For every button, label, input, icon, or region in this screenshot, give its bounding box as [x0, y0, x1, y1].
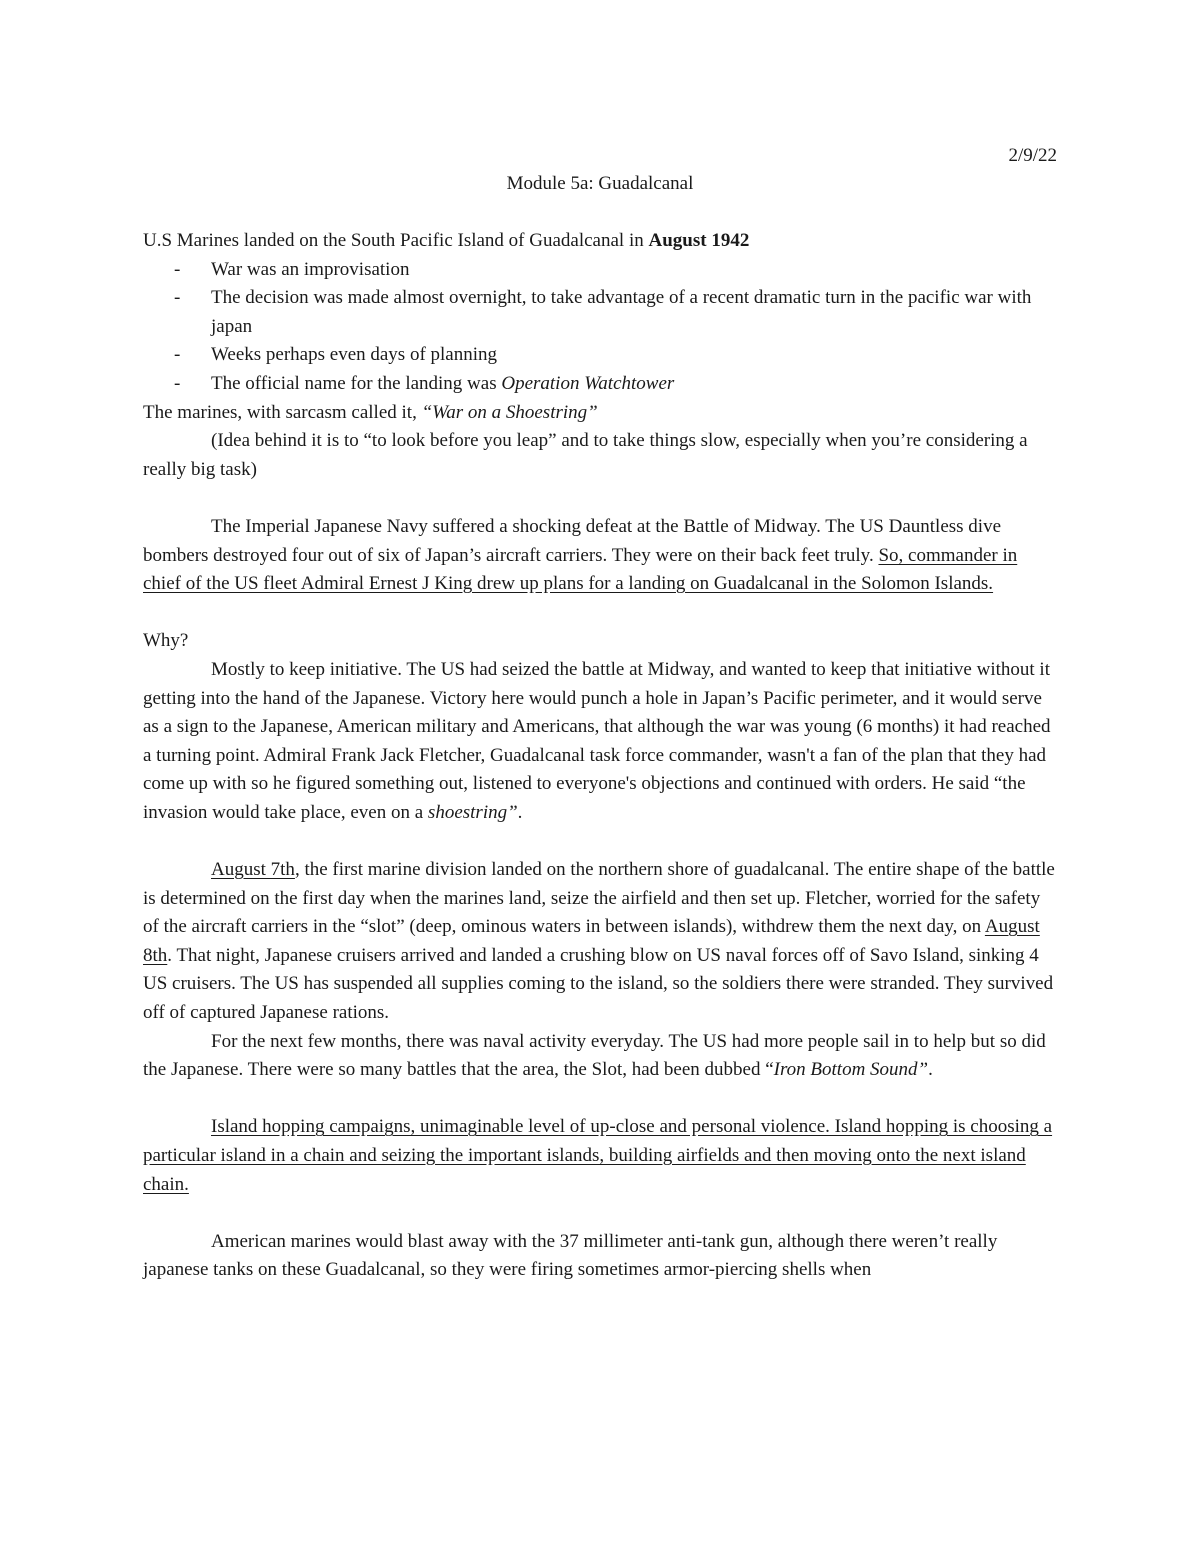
midway-paragraph: [143, 513, 1057, 599]
sarcasm-line: [143, 399, 1057, 428]
intro-paragraph: [143, 227, 1057, 256]
august-8th-date: August 8th: [143, 916, 1040, 966]
intro-date-bold: August 1942: [648, 230, 750, 251]
list-item: - The decision was made almost overnight, to take advantage of a recent dramatic turn in the pacific war with japan: [211, 284, 1057, 341]
list-item: [211, 370, 1057, 399]
shoestring-quote: “War on a Shoestring”: [421, 401, 598, 423]
spacer: [143, 1085, 1057, 1114]
august-text-2: . That night, Japanese cruisers arrived and landed a crushing blow on US naval forces off of Savo Island, sinking 4 US cruisers. The US has suspended all supplies coming to the island, so the soldiers there were stranded. They survived off of captured Japanese rations.: [143, 944, 1054, 1024]
august-text-1: , the first marine division landed on the northern shore of guadalcanal. The entire shape of the battle is determined on the first day when the marines land, seize the airfield and then set up. Fletcher, worried for the safety of the aircraft carriers in the “slot” (deep, ominous waters in between islands), withdrew them the next day, on: [143, 859, 1055, 938]
document-title: Module 5a: Guadalcanal: [506, 173, 694, 194]
august-paragraph: [143, 856, 1057, 1028]
spacer: [143, 484, 1057, 513]
marines-paragraph: American marines would blast away with the 37 millimeter anti-tank gun, although there weren’t really japanese tanks on these Guadalcanal, so they were firing sometimes armor-piercing shells when: [143, 1230, 998, 1281]
island-hopping-paragraph: [143, 1113, 1057, 1199]
august-7th-date: August 7th: [211, 859, 295, 881]
bullet-official-name-text: The official name for the landing was: [211, 372, 502, 394]
midway-underlined-text: So, commander in chief of the US fleet Admiral Ernest J King drew up plans for a landing on Guadalcanal in the Solomon Islands.: [143, 544, 1018, 595]
why-paragraph: [143, 656, 1057, 828]
intro-bullet-list: [143, 256, 1057, 399]
spacer: [143, 1199, 1057, 1228]
operation-name: Operation Watchtower: [501, 372, 675, 394]
months-end: .: [928, 1059, 933, 1081]
spacer: [143, 827, 1057, 856]
why-heading: Why?: [143, 630, 189, 652]
intro-lead-text: U.S Marines landed on the South Pacific Island of Guadalcanal in: [143, 230, 649, 251]
list-item: - Weeks perhaps even days of planning: [211, 341, 1057, 370]
months-paragraph: [143, 1028, 1057, 1085]
why-end: .: [517, 801, 523, 823]
midway-text: The Imperial Japanese Navy suffered a shocking defeat at the Battle of Midway. The US Dauntless dive bombers destroyed four out of six of Japan’s aircraft carriers. They were on their back feet truly.: [143, 515, 1002, 566]
why-italic: shoestring”: [427, 801, 518, 823]
months-text: For the next few months, there was naval activity everyday. The US had more people sail in to help but so did the Japanese. There were so many battles that the area, the Slot, had been dubbed “: [143, 1030, 1046, 1081]
why-text: Mostly to keep initiative. The US had seized the battle at Midway, and wanted to keep that initiative without it getting into the hand of the Japanese. Victory here would punch a hole in Japan’s Pacific perimeter, and it would serve as a sign to the Japanese, American military and Americans, that although the war was young (6 months) it had reached a turning point. Admiral Frank Jack Fletcher, Guadalcanal task force commander, wasn't a fan of the plan that they had come up with so he figured something out, listened to everyone's objections and continued with orders. He said “the invasion would take place, even on a: [143, 658, 1051, 823]
iron-bottom-sound: Iron Bottom Sound”: [773, 1059, 929, 1081]
sarcasm-text: The marines, with sarcasm called it,: [143, 401, 422, 423]
document-body: [143, 227, 1057, 1285]
spacer: [143, 599, 1057, 628]
island-hopping-text: Island hopping campaigns, unimaginable level of up-close and personal violence. Island hopping is choosing a particular island in a chain and seizing the important islands, building airfields and then moving onto the next island chain.: [143, 1116, 1053, 1195]
document-date: 2/9/22: [1008, 145, 1057, 166]
list-item: - War was an improvisation: [211, 256, 1057, 285]
idea-paragraph: (Idea behind it is to “to look before you leap” and to take things slow, especially when you’re considering a really big task): [143, 430, 1028, 480]
